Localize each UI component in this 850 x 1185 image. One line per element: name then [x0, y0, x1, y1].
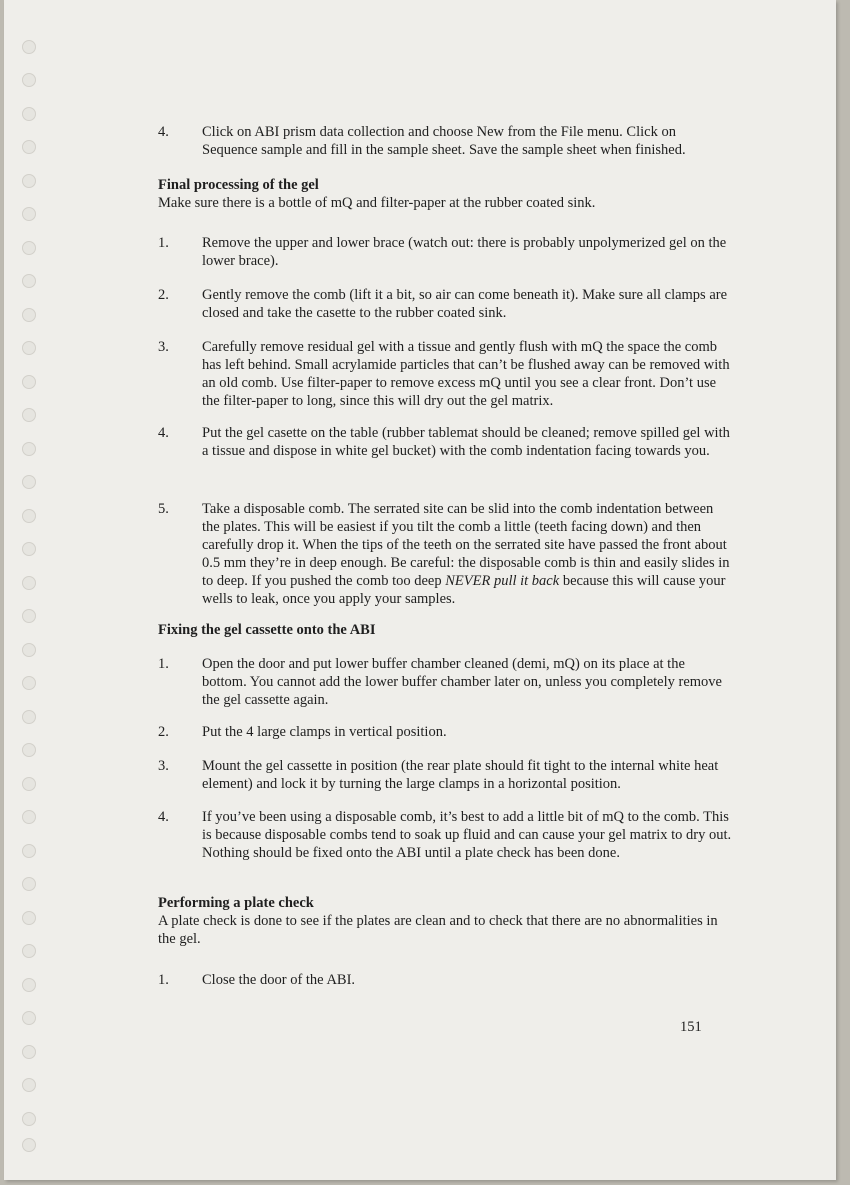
list-item — [158, 424, 733, 460]
list-item-text: Put the gel casette on the table (rubber tablemat should be cleaned; remove spilled gel with a tissue and dispose in white gel bucket) with the comb indentation facing towards you. — [202, 425, 730, 459]
list-item-number: 1. — [158, 235, 169, 251]
binder-hole — [22, 308, 36, 322]
section-heading: Final processing of the gel — [158, 177, 319, 193]
list-item-text: Remove the upper and lower brace (watch out: there is probably unpolymerized gel on the lower brace). — [202, 235, 727, 269]
binder-hole — [22, 710, 36, 724]
binder-hole — [22, 241, 36, 255]
binder-hole — [22, 643, 36, 657]
list-item-text: If you’ve been using a disposable comb, it’s best to add a little bit of mQ to the comb. This is because disposable combs tend to soak up fluid and can cause your gel matrix to dry out. Nothing should be fixed onto the ABI until a plate check has been done. — [202, 809, 732, 861]
binder-hole — [22, 442, 36, 456]
emphasis-text: NEVER pull it back — [445, 573, 560, 589]
section-plate-check — [158, 894, 733, 948]
list-item-number: 1. — [158, 656, 169, 672]
list-item-text: Open the door and put lower buffer chamber cleaned (demi, mQ) on its place at the bottom. You cannot add the lower buffer chamber later on, unless you completely remove the gel cassette again. — [202, 656, 722, 708]
binder-hole — [22, 40, 36, 54]
section-heading: Performing a plate check — [158, 895, 314, 911]
binder-hole — [22, 207, 36, 221]
list-item-text: Mount the gel cassette in position (the rear plate should fit tight to the internal white heat element) and lock it by turning the large clamps in a horizontal position. — [202, 758, 719, 792]
text-run: Take a disposable comb. The serrated site can be slid into the comb indentation between the plates. This will be easiest if you tilt the comb a little (teeth facing down) and then carefully drop it. When the tips of the teeth on the serrated site have passed the front about 0.5 mm they’re in deep enough. Be careful: the disposable comb is thin and easily slides in to deep. If you pushed the comb too deep — [202, 501, 730, 589]
binder-hole — [22, 1011, 36, 1025]
binder-hole — [22, 609, 36, 623]
list-item-number: 2. — [158, 287, 169, 303]
list-item-number: 5. — [158, 501, 169, 517]
binder-hole — [22, 676, 36, 690]
binder-hole — [22, 341, 36, 355]
list-item — [158, 234, 733, 270]
binder-hole — [22, 1138, 36, 1152]
section-fixing — [158, 621, 733, 639]
list-item — [158, 808, 733, 862]
binder-hole — [22, 777, 36, 791]
list-item-number: 3. — [158, 758, 169, 774]
list-item — [158, 123, 733, 159]
binder-hole — [22, 375, 36, 389]
list-item-text: Put the 4 large clamps in vertical position. — [202, 724, 447, 740]
binder-hole — [22, 844, 36, 858]
binder-hole — [22, 140, 36, 154]
list-item-number: 4. — [158, 809, 169, 825]
text-run: because this will cause your wells to leak, once you apply your samples. — [202, 573, 726, 607]
list-item-number: 3. — [158, 339, 169, 355]
list-item-number: 4. — [158, 425, 169, 441]
binder-hole — [22, 911, 36, 925]
binder-hole — [22, 475, 36, 489]
binder-hole — [22, 542, 36, 556]
list-item — [158, 723, 733, 741]
binder-hole — [22, 509, 36, 523]
list-item-number: 1. — [158, 972, 169, 988]
binder-hole — [22, 174, 36, 188]
binder-hole — [22, 944, 36, 958]
list-item-text: Gently remove the comb (lift it a bit, so air can come beneath it). Make sure all clamps are closed and take the casette to the rubber coated sink. — [202, 287, 728, 321]
list-item-number: 4. — [158, 124, 169, 140]
binder-hole — [22, 1078, 36, 1092]
list-item — [158, 338, 733, 410]
section-intro: A plate check is done to see if the plates are clean and to check that there are no abnormalities in the gel. — [158, 913, 718, 947]
binder-hole — [22, 877, 36, 891]
binder-hole — [22, 576, 36, 590]
binder-hole — [22, 73, 36, 87]
binder-hole — [22, 743, 36, 757]
list-item — [158, 500, 733, 608]
section-intro: Make sure there is a bottle of mQ and filter-paper at the rubber coated sink. — [158, 195, 596, 211]
list-item — [158, 757, 733, 793]
list-item-text: Click on ABI prism data collection and choose New from the File menu. Click on Sequence sample and fill in the sample sheet. Save the sample sheet when finished. — [202, 124, 686, 158]
document-page — [4, 0, 836, 1180]
list-item-text — [202, 500, 733, 608]
binder-hole — [22, 274, 36, 288]
binder-hole — [22, 1045, 36, 1059]
list-item-number: 2. — [158, 724, 169, 740]
binder-hole — [22, 810, 36, 824]
binder-hole — [22, 1112, 36, 1126]
list-item — [158, 655, 733, 709]
list-item-text: Close the door of the ABI. — [202, 972, 356, 988]
binder-hole — [22, 978, 36, 992]
list-item — [158, 971, 733, 989]
binder-hole — [22, 408, 36, 422]
page-number: 151 — [680, 1019, 702, 1035]
list-item — [158, 286, 733, 322]
section-final-processing — [158, 176, 733, 212]
section-heading: Fixing the gel cassette onto the ABI — [158, 622, 376, 638]
binder-hole — [22, 107, 36, 121]
list-item-text: Carefully remove residual gel with a tissue and gently flush with mQ the space the comb has left behind. Small acrylamide particles that can’t be flushed away can be removed with an old comb. Use filter-paper to remove excess mQ until you see a clear front. Don’t use the filter-paper to long, since this will dry out the gel matrix. — [202, 339, 730, 409]
